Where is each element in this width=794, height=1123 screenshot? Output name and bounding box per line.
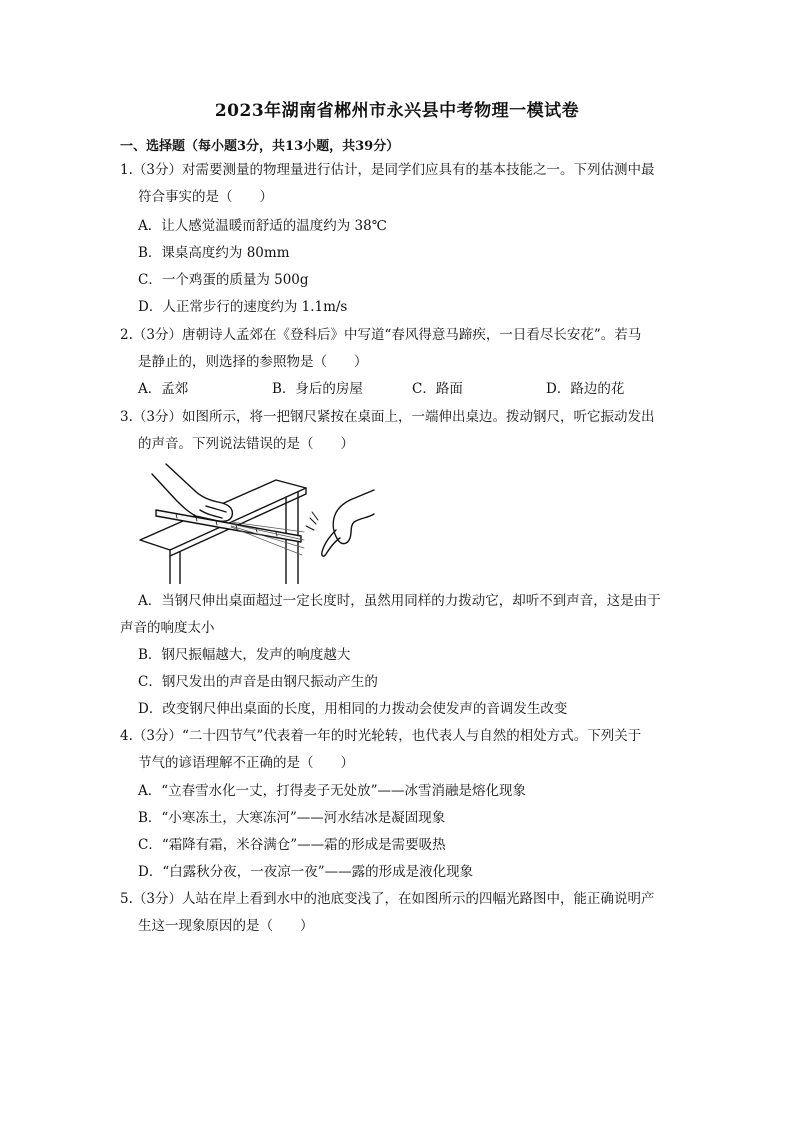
q3-option-d: D．改变钢尺伸出桌面的长度，用相同的力拨动会使发声的音调发生改变 [138, 701, 568, 717]
q4-stem-line2: 节气的谚语理解不正确的是（ ） [138, 755, 354, 771]
q3-option-a-line2: 声音的响度太小 [120, 620, 215, 636]
exam-title: 2023年湖南省郴州市永兴县中考物理一模试卷 [214, 101, 580, 121]
q2-option-a: A．孟郊 [138, 381, 189, 397]
q1-option-c: C．一个鸡蛋的质量为 500g [138, 272, 309, 288]
q2-option-c: C．路面 [412, 381, 463, 397]
q3-option-b: B．钢尺振幅越大，发声的响度越大 [138, 647, 351, 663]
q4-option-b: B．“小寒冻土，大寒冻河”——河水结冰是凝固现象 [138, 810, 446, 826]
q1-option-b: B．课桌高度约为 80mm [138, 245, 290, 261]
q4-option-c: C．“霜降有霜，米谷满仓”——霜的形成是需要吸热 [138, 837, 446, 853]
q2-option-b: B．身后的房屋 [272, 381, 363, 397]
q1-stem-line1: 1.（3分）对需要测量的物理量进行估计，是同学们应具有的基本技能之一。下列估测中最 [120, 162, 655, 178]
q2-options [138, 380, 658, 398]
ruler-vibration-figure [136, 460, 376, 584]
q2-option-d: D．路边的花 [546, 381, 625, 397]
q4-stem-line1: 4.（3分）“二十四节气”代表着一年的时光轮转，也代表人与自然的相处方式。下列关于 [120, 728, 642, 744]
q5-stem-line2: 生这一现象原因的是（ ） [138, 918, 314, 934]
q3-stem-line1: 3.（3分）如图所示，将一把钢尺紧按在桌面上，一端伸出桌边。拨动钢尺，听它振动发出 [120, 409, 655, 425]
q1-stem-line2: 符合事实的是（ ） [138, 189, 273, 205]
q4-option-d: D．“白露秋分夜，一夜凉一夜”——露的形成是液化现象 [138, 864, 474, 880]
q2-stem-line2: 是静止的，则选择的参照物是（ ） [138, 354, 368, 370]
q3-option-c: C．钢尺发出的声音是由钢尺振动产生的 [138, 674, 378, 690]
q1-option-d: D．人正常步行的速度约为 1.1m/s [138, 299, 348, 315]
q1-option-a: A．让人感觉温暖而舒适的温度约为 38℃ [138, 218, 387, 234]
q3-stem-line2: 的声音。下列说法错误的是（ ） [138, 436, 354, 452]
section-heading: 一、选择题（每小题3分，共13小题，共39分） [120, 139, 400, 154]
q3-option-a-line1: A．当钢尺伸出桌面超过一定长度时，虽然用同样的力拨动它，却听不到声音，这是由于 [138, 593, 661, 609]
q4-option-a: A．“立春雪水化一丈，打得麦子无处放”——冰雪消融是熔化现象 [138, 783, 527, 799]
q5-stem-line1: 5.（3分）人站在岸上看到水中的池底变浅了，在如图所示的四幅光路图中，能正确说明产 [120, 891, 655, 907]
q2-stem-line1: 2.（3分）唐朝诗人孟郊在《登科后》中写道“春风得意马蹄疾，一日看尽长安花”。若马 [120, 327, 642, 343]
